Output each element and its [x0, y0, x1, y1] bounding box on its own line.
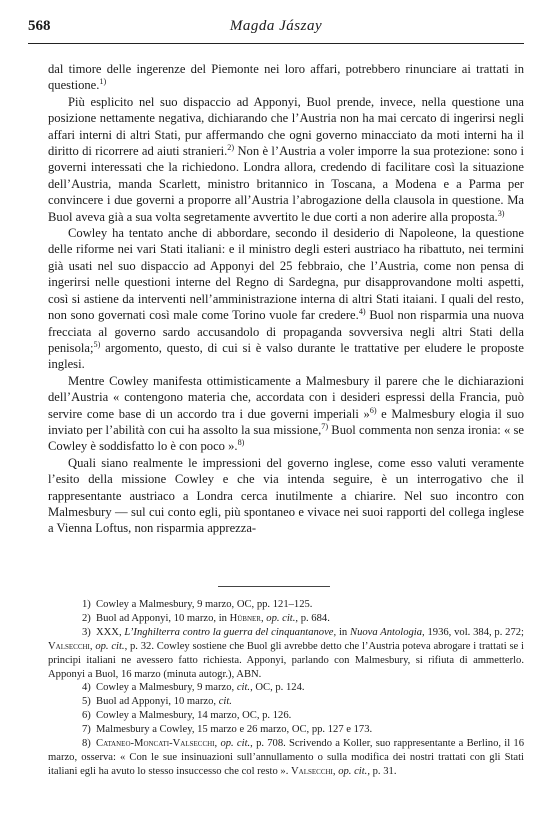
footnote-ref: 5) — [93, 339, 101, 349]
footnote-ref: 6) — [369, 405, 377, 415]
footnote-mark: 2) — [82, 612, 91, 624]
paragraph-5: Quali siano realmente le impressioni del governo inglese, come esso valuti veramente l’esito della missione Cowley e che via intenda seguire, è un interrogativo che il rappresentante austriaco a Londra cerca inutilmente a chiarire. Nel suo incontro con Malmesbury — sul cui conto egli, più spontaneo e vivace nei suoi rapporti del collega inglese a Vienna Loftus, non risparmia apprezza- — [48, 455, 524, 536]
footnote-rule — [218, 586, 330, 587]
footnote-ref: 1) — [99, 77, 107, 87]
footnote-ref: 4) — [358, 306, 366, 316]
page-number: 568 — [28, 18, 51, 34]
footnote-ref: 2) — [227, 142, 235, 152]
footnote-3: 3) XXX, L’Inghilterra contro la guerra del cinquantanove, in Nuova Antologia, 1936, vol. 384, p. 272; Valsecchi, op. cit., p. 32. Cowley sostiene che Buol gli avrebbe detto che l’Austria poteva abrogare i trattati se i principi italiani ne avessero fatto richiesta. Apponyi, parlando con Malmesbury, si rifiuta di ammetterlo. Apponyi a Buol, 16 marzo (minuta autogr.), ABN. — [48, 626, 524, 680]
footnote-5: 5) Buol ad Apponyi, 10 marzo, cit. — [82, 696, 232, 708]
footnote-6: 6) Cowley a Malmesbury, 14 marzo, OC, p. 126. — [82, 710, 292, 722]
footnote-mark: 6) — [82, 710, 91, 722]
footnote-mark: 4) — [82, 682, 91, 694]
footnote-mark: 8) — [82, 738, 91, 750]
footnote-mark: 5) — [82, 696, 91, 708]
running-title: Magda Jászay — [229, 18, 323, 34]
footnotes — [48, 598, 524, 779]
footnote-4: 4) Cowley a Malmesbury, 9 marzo, cit., OC, p. 124. — [82, 682, 305, 694]
footnote-8: 8) Cataneo-Moncati-Valsecchi, op. cit., p. 708. Scrivendo a Koller, suo rappresentante a Berlino, il 16 marzo, osserva: « Con le sue insinuazioni sull’annullamento o sulla modifica dei nostri trattati con gli Stati italiani egli ha avuto lo stesso insuccesso che col resto ». Valsecchi, op. cit., p. 31. — [48, 738, 525, 777]
main-text — [48, 61, 524, 537]
footnote-mark: 1) — [82, 599, 91, 610]
running-header — [28, 18, 524, 40]
footnote-2: 2) Buol ad Apponyi, 10 marzo, in Hübner, op. cit., p. 684. — [82, 612, 330, 624]
footnote-ref: 7) — [321, 421, 329, 431]
footnote-mark: 3) — [82, 626, 91, 638]
paragraph-1: dal timore delle ingerenze del Piemonte nei loro affari, potrebbero rinunciare ai trattati in questione.$^{1)}$ — [48, 62, 524, 93]
header-rule — [28, 43, 524, 44]
footnote-ref: 8) — [237, 438, 245, 448]
footnote-1: 1) Cowley a Malmesbury, 9 marzo, OC, pp. 121–125. — [82, 599, 313, 610]
footnote-ref: 3) — [497, 208, 505, 218]
footnote-mark: 7) — [82, 724, 91, 736]
paragraph-4: Mentre Cowley manifesta ottimisticamente a Malmesbury il parere che le dichiarazioni dell’Austria « contengono materia che, accordata con i desideri espressi della Francia, può servire come base di un accordo tra i due governi imperiali »$^{6)}$ e Malmesbury elogia il suo inviato per l’abilità con cui ha assolto la sua missione,$^{7)}$ Buol commenta non senza ironia: « se Cowley è soddisfatto lo è con poco ».$^{8)}$ — [48, 373, 524, 454]
paragraph-2: Più esplicito nel suo dispaccio ad Apponyi, Buol prende, invece, nella questione una posizione nettamente negativa, dichiarando che l’Austria non ha mai cercato di ingerirsi negli affari interni di altri Stati, pur affermando che ogni governo minacciato da moti interni ha il diritto di ricorrere ad aiuti stranieri.$^{2)}$ Non è l’Austria a voler imporre la sua protezione: sono i governi interessati che la richiedono. Londra allora, credendo di facilitare così la situazione dell’Austria, manda Scarlett, ministro britannico in Toscana, a Modena e a Parma per convincere i due governi a proporre all’Austria l’abrogazione della clausola in questione. Ma Buol aveva già a sua volta segretamente avvertito le due corti a non aderire alla proposta.$^{3)}$ — [48, 94, 524, 224]
paragraph-3: Cowley ha tentato anche di abbordare, secondo il desiderio di Napoleone, la questione delle riforme nei vari Stati italiani: e il ministro degli esteri austriaco ha ribattuto, nei termini già usati nel suo dispaccio ad Apponyi del 25 febbraio, che l’Austria, come non pensa di ingerirsi nelle questioni interne del Regno di Sardegna, pur disapprovandone molti aspetti, così si astiene da interventi nell’amministrazione interna di altri Stati itaiani. I quali del resto, non sono governati così male come Torino vuole far credere.$^{4)}$ Buol non risparmia una nuova frecciata al governo sardo accusandolo di propaganda sovversiva negli altri Stati della penisola;$^{5)}$ argomento, questo, di cui si è valso durante le trattative per eludere le proposte inglesi. — [48, 226, 524, 372]
footnote-7: 7) Malmesbury a Cowley, 15 marzo e 26 marzo, OC, pp. 127 e 173. — [82, 724, 373, 736]
